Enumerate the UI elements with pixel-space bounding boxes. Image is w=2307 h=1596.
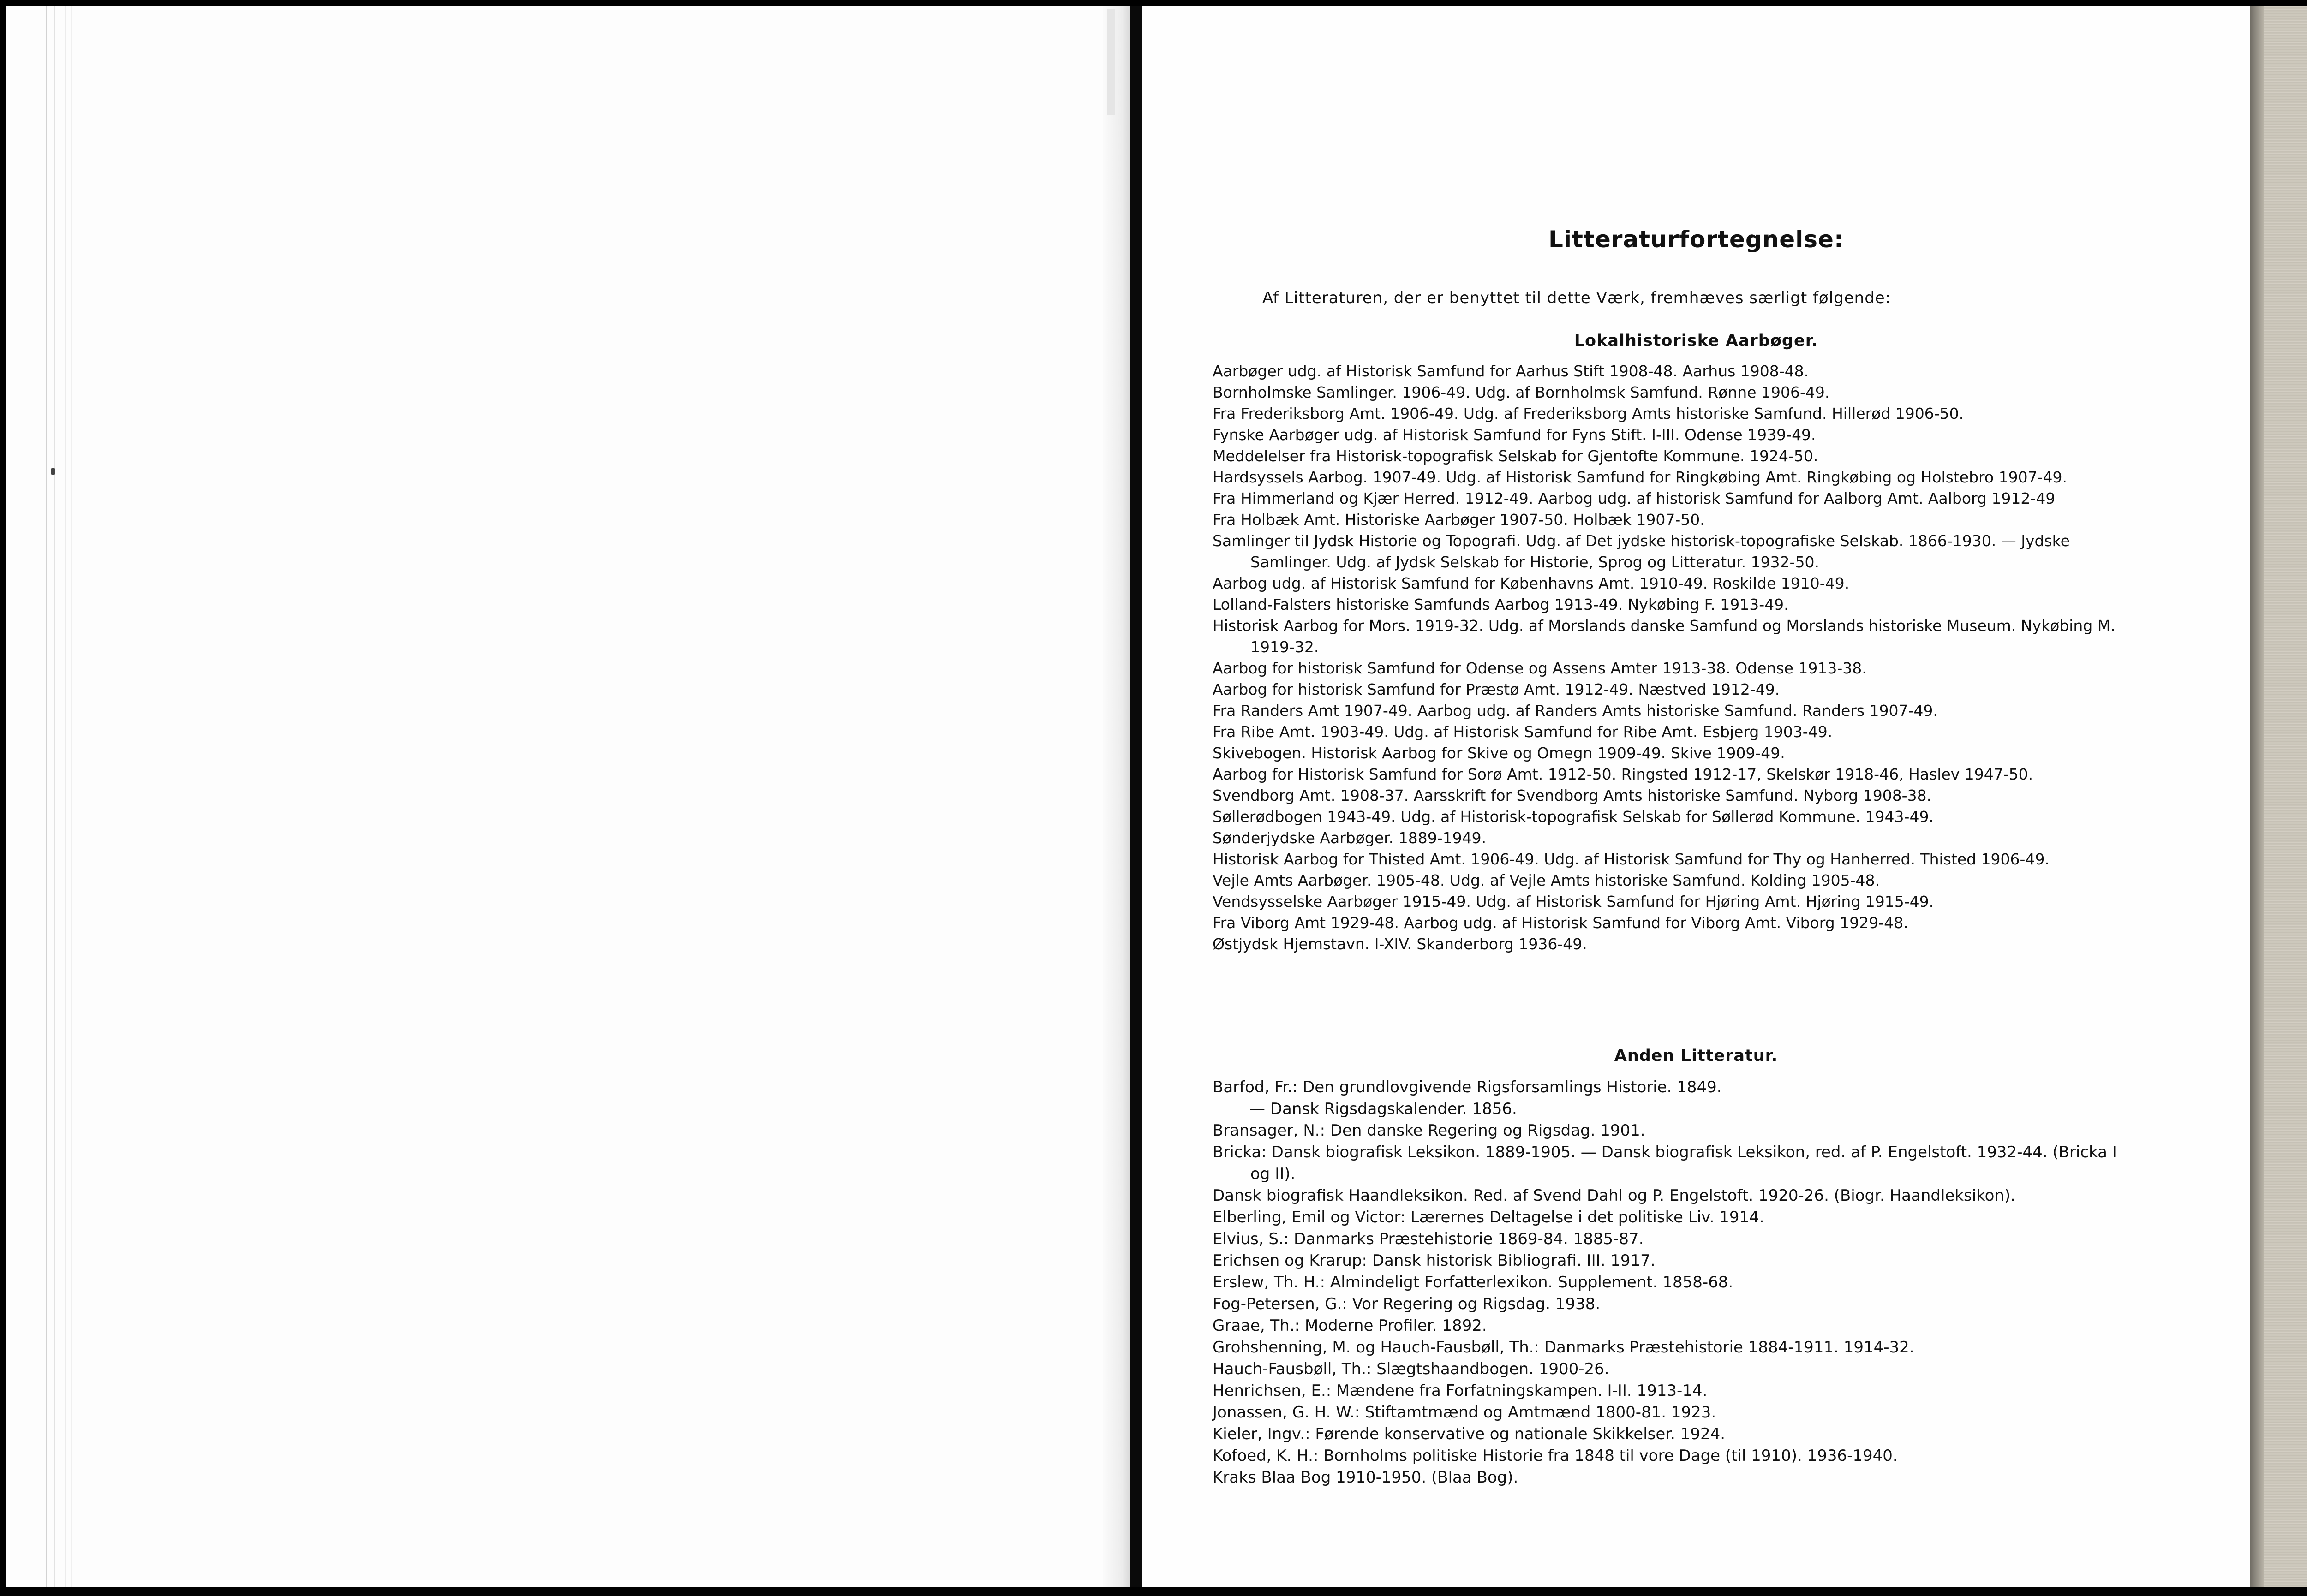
blank-left-page (6, 6, 1130, 1587)
list-item: Meddelelser fra Historisk-topografisk Selskab for Gjentofte Kommune. 1924-50. (1213, 447, 1818, 465)
list-item: Historisk Aarbog for Thisted Amt. 1906-49. Udg. af Historisk Samfund for Thy og Hanherred. Thisted 1906-49. (1213, 850, 2050, 868)
text-right-page (1142, 6, 2250, 1587)
list-item: Aarbog for historisk Samfund for Præstø Amt. 1912-49. Næstved 1912-49. (1213, 680, 1780, 698)
list-item: Fra Viborg Amt 1929-48. Aarbog udg. af Historisk Samfund for Viborg Amt. Viborg 1929-48. (1213, 914, 1908, 932)
page-edge-shadow (2250, 6, 2264, 1587)
book-gutter (1130, 6, 1142, 1587)
list-item: Bornholmske Samlinger. 1906-49. Udg. af Bornholmsk Samfund. Rønne 1906-49. (1213, 383, 1830, 401)
list-item: Vejle Amts Aarbøger. 1905-48. Udg. af Vejle Amts historiske Samfund. Kolding 1905-48. (1213, 871, 1880, 889)
list-item: Fra Ribe Amt. 1903-49. Udg. af Historisk Samfund for Ribe Amt. Esbjerg 1903-49. (1213, 723, 1833, 741)
list-item: Aarbog for Historisk Samfund for Sorø Amt. 1912-50. Ringsted 1912-17, Skelskør 1918-46, Haslev 1947-50. (1213, 765, 2033, 783)
list-item: Kieler, Ingv.: Førende konservative og nationale Skikkelser. 1924. (1213, 1425, 1726, 1443)
list-item: Hauch-Fausbøll, Th.: Slægtshaandbogen. 1900-26. (1213, 1360, 1609, 1378)
list-item: Erslew, Th. H.: Almindeligt Forfatterlexikon. Supplement. 1858-68. (1213, 1273, 1733, 1292)
list-item: Elvius, S.: Danmarks Præstehistorie 1869-84. 1885-87. (1213, 1230, 1644, 1248)
page-title: Litteraturfortegnelse: (1548, 226, 1844, 253)
page-edge-line (46, 6, 47, 1587)
section-heading-other: Anden Litteratur. (1614, 1047, 1778, 1065)
local-entries-list (1213, 361, 2135, 955)
page-content (1142, 6, 2250, 1587)
list-item: Fra Holbæk Amt. Historiske Aarbøger 1907-50. Holbæk 1907-50. (1213, 511, 1705, 529)
list-item: Fog-Petersen, G.: Vor Regering og Rigsdag. 1938. (1213, 1295, 1601, 1313)
list-item: Elberling, Emil og Victor: Lærernes Deltagelse i det politiske Liv. 1914. (1213, 1208, 1764, 1227)
list-item: Barfod, Fr.: Den grundlovgivende Rigsforsamlings Historie. 1849. (1213, 1078, 1722, 1096)
list-item: Fra Frederiksborg Amt. 1906-49. Udg. af Frederiksborg Amts historiske Samfund. Hillerød 1906-50. (1213, 405, 1964, 423)
list-item: Østjydsk Hjemstavn. I-XIV. Skanderborg 1936-49. (1213, 935, 1587, 953)
list-item: Kofoed, K. H.: Bornholms politiske Historie fra 1848 til vore Dage (til 1910). 1936-1940. (1213, 1447, 1898, 1465)
list-item: Kraks Blaa Bog 1910-1950. (Blaa Bog). (1213, 1468, 1518, 1487)
list-item: Bricka: Dansk biografisk Leksikon. 1889-1905. — Dansk biografisk Leksikon, red. af P. Engelstoft. 1932-44. (Bricka I og II). (1213, 1143, 2117, 1183)
list-item: Skivebogen. Historisk Aarbog for Skive og Omegn 1909-49. Skive 1909-49. (1213, 744, 1785, 762)
page-edge-line (65, 6, 66, 1587)
list-item: Lolland-Falsters historiske Samfunds Aarbog 1913-49. Nykøbing F. 1913-49. (1213, 596, 1789, 613)
list-item: Hardsyssels Aarbog. 1907-49. Udg. af Historisk Samfund for Ringkøbing Amt. Ringkøbing og Holstebro 1907-49. (1213, 468, 2067, 486)
list-item: Sønderjydske Aarbøger. 1889-1949. (1213, 829, 1487, 847)
page-gutter-shadow (1103, 6, 1130, 1587)
list-item: Erichsen og Krarup: Dansk historisk Bibliografi. III. 1917. (1213, 1251, 1656, 1270)
list-item: Dansk biografisk Haandleksikon. Red. af Svend Dahl og P. Engelstoft. 1920-26. (Biogr. Haandleksikon). (1213, 1186, 2016, 1205)
other-entries-list (1213, 1077, 2135, 1489)
list-item: Fynske Aarbøger udg. af Historisk Samfund for Fyns Stift. I-III. Odense 1939-49. (1213, 426, 1816, 444)
page-edge-line (71, 6, 72, 1587)
intro-text: Af Litteraturen, der er benyttet til dette Værk, fremhæves særligt følgende: (1262, 289, 1891, 307)
list-item: Aarbøger udg. af Historisk Samfund for Aarhus Stift 1908-48. Aarhus 1908-48. (1213, 362, 1809, 380)
list-item: Henrichsen, E.: Mændene fra Forfatningskampen. I-II. 1913-14. (1213, 1382, 1708, 1400)
list-item: Jonassen, G. H. W.: Stiftamtmænd og Amtmænd 1800-81. 1923. (1213, 1403, 1716, 1422)
page-edge-line (54, 6, 55, 1587)
list-item: — Dansk Rigsdagskalender. 1856. (1249, 1100, 1517, 1118)
list-item: Vendsysselske Aarbøger 1915-49. Udg. af Historisk Samfund for Hjøring Amt. Hjøring 1915-49. (1213, 893, 1934, 911)
list-item: Fra Randers Amt 1907-49. Aarbog udg. af Randers Amts historiske Samfund. Randers 1907-49. (1213, 702, 1938, 720)
list-item: Grohshenning, M. og Hauch-Fausbøll, Th.: Danmarks Præstehistorie 1884-1911. 1914-32. (1213, 1338, 1914, 1357)
list-item: Historisk Aarbog for Mors. 1919-32. Udg. af Morslands danske Samfund og Morslands historiske Museum. Nykøbing M. 1919-32. (1213, 617, 2116, 656)
list-item: Aarbog udg. af Historisk Samfund for Københavns Amt. 1910-49. Roskilde 1910-49. (1213, 574, 1850, 592)
list-item: Søllerødbogen 1943-49. Udg. af Historisk-topografisk Selskab for Søllerød Kommune. 1943-49. (1213, 808, 1934, 826)
list-item: Graae, Th.: Moderne Profiler. 1892. (1213, 1316, 1487, 1335)
list-item: Fra Himmerland og Kjær Herred. 1912-49. Aarbog udg. af historisk Samfund for Aalborg Amt. Aalborg 1912-49 (1213, 489, 2056, 507)
ink-speck (51, 468, 55, 475)
list-item: Bransager, N.: Den danske Regering og Rigsdag. 1901. (1213, 1121, 1645, 1140)
list-item: Svendborg Amt. 1908-37. Aarsskrift for Svendborg Amts historiske Samfund. Nyborg 1908-38. (1213, 786, 1932, 804)
list-item: Samlinger til Jydsk Historie og Topografi. Udg. af Det jydske historisk-topografiske Selskab. 1866-1930. — Jydske Samlinger. Udg. af Jydsk Selskab for Historie, Sprog og Litteratur. 1932-50. (1213, 532, 2070, 571)
section-heading-local: Lokalhistoriske Aarbøger. (1574, 332, 1818, 350)
list-item: Aarbog for historisk Samfund for Odense og Assens Amter 1913-38. Odense 1913-38. (1213, 659, 1867, 677)
gutter-highlight (1107, 9, 1115, 115)
